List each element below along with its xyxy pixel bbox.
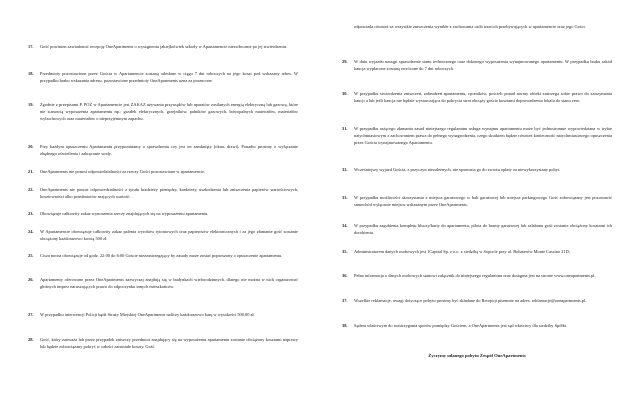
- clause-number: 21.: [28, 169, 34, 174]
- closing-line: Życzymy udanego pobytu Zespół OneApartments: [428, 353, 526, 358]
- clause-text: odpowiada również za wszystkie zniszczenia wynikłe z zachowania osób trzecich przebywających w apartamencie oraz jego Gości.: [354, 24, 586, 29]
- clause-number: 31.: [342, 126, 348, 131]
- clause: [342, 297, 612, 304]
- clause: [342, 125, 612, 146]
- clause: [342, 272, 612, 279]
- clause: [28, 101, 298, 122]
- clause-number: 26.: [28, 277, 34, 282]
- clause-number: 38.: [342, 323, 348, 328]
- clause-text: Przedmioty pozostawione przez Gościa w Apartamencie zostaną odesłane w ciągu 7 dni roboczych na jego koszt pod wskazany adres. W przypadku braku wskazania adresu, pozostawione przedmioty OneApartments uzna za porzucone.: [40, 71, 298, 83]
- clause-text: Gość, który zauważa lub przez przypadek zniszczy przedmiot znajdujący się na wyposażeniu apartamentu zostanie obciążony kosztami naprawy lub będzie zobowiązany pokryć w całości zaistniałe koszty. Gość: [40, 337, 298, 349]
- clause: [342, 248, 612, 255]
- clause-number: 27.: [28, 312, 34, 317]
- clause-text: W Apartamencie obowiązuje całkowity zakaz palenia wyrobów tytoniowych oraz papierosów elektronicznych i za jego złamanie gość zostanie obciążony każdorazowo kwotą 500 zł.: [40, 229, 298, 241]
- clause-text: Wcześniejszy wyjazd Gościa, z przyczyn niezależnych, nie uprawnia go do zwrotu opłaty za niewykorzystany pobyt.: [354, 167, 561, 172]
- clause: [342, 90, 612, 104]
- clause-text: Pełna informacja o danych osobowych stanowi załącznik do niniejszego regulaminu oraz dostępna jest na stronie www.oneapartments.pl.: [354, 273, 596, 278]
- clause-text: Cisza nocna obowiązuje od godz. 22:00 do 6:00 Goście niezzastrzegający by zasady może zostać poproszony o opuszczenie apartamentu.: [40, 253, 283, 258]
- clause-text: Zgodnie z przepisami P. POŻ w Apartamencie jest ZAKAZ używania przyrządów lub aparatów zasilanych energią elektryczną lub gazową, które nie stanowią wyposażenia apartamentu np.: grzałek elektrycznych, grzejników, palników gazowych, łatwopalnych materiałów, materiałów wybuchowych oraz materiałów o nieprzyjemnym zapachu.: [40, 102, 298, 121]
- clause: [28, 168, 298, 175]
- clause-text: Administratorem danych osobowych jest 1Capital Sp. z o.o. z siedzibą w Sopocie przy ul. Bohaterów Monte Cassino 21D;: [354, 249, 570, 254]
- clause: [28, 276, 298, 290]
- clause-text: Apartamenty oferowane przez OneApartments zazwyczaj znajdują się w budynkach wielorodzinnych, dlatego nie można w nich organizować głośnych imprez naruszających prawo do odpoczynku innych mieszkańców.: [40, 277, 298, 289]
- clause-text: OneApartments nie ponosi odpowiedzialności za rzeczy Gości pozostawione w apartamencie.: [40, 169, 206, 174]
- clause: [28, 70, 298, 84]
- clause-text: W przypadku zagubienia kompletu kluczy/karty do apartamentu, pilota do bramy garażowej lub szlabanu gość zostanie obciążony kosztami ich dorobienia.: [354, 223, 612, 235]
- clause-number: 20.: [28, 144, 34, 149]
- clause: [28, 311, 298, 318]
- clause-number: 25.: [28, 253, 34, 258]
- clause: [28, 336, 298, 350]
- clause: [28, 186, 298, 200]
- clause: [28, 43, 298, 50]
- clause: [342, 166, 612, 173]
- clause-text: Gość powinien zawiadomić recepcję OneApartments o wystąpieniu jakiejkolwiek szkody w Apartamencie niezwłocznie po jej stwierdzeniu.: [40, 44, 288, 49]
- clause-text: Obowiązuje całkowity zakaz wynoszenia rzeczy znajdujących się na wyposażeniu apartamentu.: [40, 211, 209, 216]
- clause-number: 22.: [28, 187, 34, 192]
- clause-number: 35.: [342, 249, 348, 254]
- clause-text: OneApartments nie ponosi odpowiedzialności z tytułu kradzieży pieniędzy, kradzieży, uszkodzenia lub zniszczenia papierów wartościowych, kosztowności albo przedmiotów mających wartość.: [40, 187, 298, 199]
- clause: [342, 194, 612, 208]
- clause-number: 28.: [28, 337, 34, 342]
- clause-number: 19.: [28, 102, 34, 107]
- clause: [28, 210, 298, 217]
- clause: [342, 58, 612, 72]
- clause: [342, 222, 612, 236]
- clause-number: 29.: [342, 59, 348, 64]
- clause-number: 37.: [342, 298, 348, 303]
- clause-number: [342, 23, 354, 30]
- clause-number: 23.: [28, 211, 34, 216]
- clause-number: 32.: [342, 167, 348, 172]
- clause-text: W przypadku stwierdzenia zniszczeń, zabrudzeń apartamentu, ręczników, pościeli ponad normy obiekt zastrzega sobie prawo do zatrzymania kaucji a lub jeśli kaucja nie będzie wystarczająca do pokrycia strat obciąży gościa kosztami doprowadzenia lokalu do stanu zero.: [354, 91, 612, 103]
- clause: [342, 322, 612, 329]
- clause: [28, 143, 298, 157]
- clause-number: 34.: [342, 223, 348, 228]
- clause-number: 36.: [342, 273, 348, 278]
- clause: [28, 228, 298, 242]
- clause-text: Przy każdym opuszczeniu Apartamentu przypominamy o sprawdzeniu czy jest on zamknięty (okna, drzwi). Ponadto prosimy o wyłączanie zbędnego oświetlenia i zakręcanie wody.: [40, 144, 298, 156]
- clause-text: W przypadku interwencji Policji bądź Straży Miejskiej OneApartments naliczy każdorazowo karę w wysokości 500,00 zł.: [40, 312, 255, 317]
- clause: [28, 252, 298, 259]
- clause: [342, 23, 612, 30]
- clause-text: W dniu wyjazdu nastąpi sprawdzenie stanu technicznego oraz dokonego wyposażenia wynajmowanego apartamentu. W przypadku braku szkód kaucja wypłacone zostaną zwrócone do 7 dni roboczych.: [354, 59, 612, 71]
- clause-number: 24.: [28, 229, 34, 234]
- clause-number: 18.: [28, 71, 34, 76]
- clause-text: Sądem właściwym do rozstrzygania sporów pomiędzy Gościem, a OneApartments jest sąd właściwy dla siedziby Spółki.: [354, 323, 568, 328]
- clause-text: Wszelkie reklamacje, uwagi dotyczące pobytu prosimy być składane do Recepcji pisemnie na adres: reklamacje@oneapartments.pl.: [354, 298, 587, 303]
- clause-number: 33.: [342, 195, 348, 200]
- clause-number: 17.: [28, 44, 34, 49]
- clause-number: 30.: [342, 91, 348, 96]
- clause-text: W przypadku możliwości skorzystania z miejsca garażowego w hali garażowej lub miejsca parkingowego Gość zobowiązany jest pozostawić samochód wyłącznie miejscu wskazanym przez OneApartments.: [354, 195, 612, 207]
- clause-text: W przypadku rażącego złamania zasad niniejszego regulaminu usługa wynajmu apartamentu może być jednostronnie wypowiedziana w trybie natychmiastowym z zachowaniem prawa do pełnego wynagrodzenia, czego skutkiem będzie również konieczność natychmiastowego opuszczenia przez Gościa wynajmowanego Apartamentu.: [354, 126, 612, 145]
